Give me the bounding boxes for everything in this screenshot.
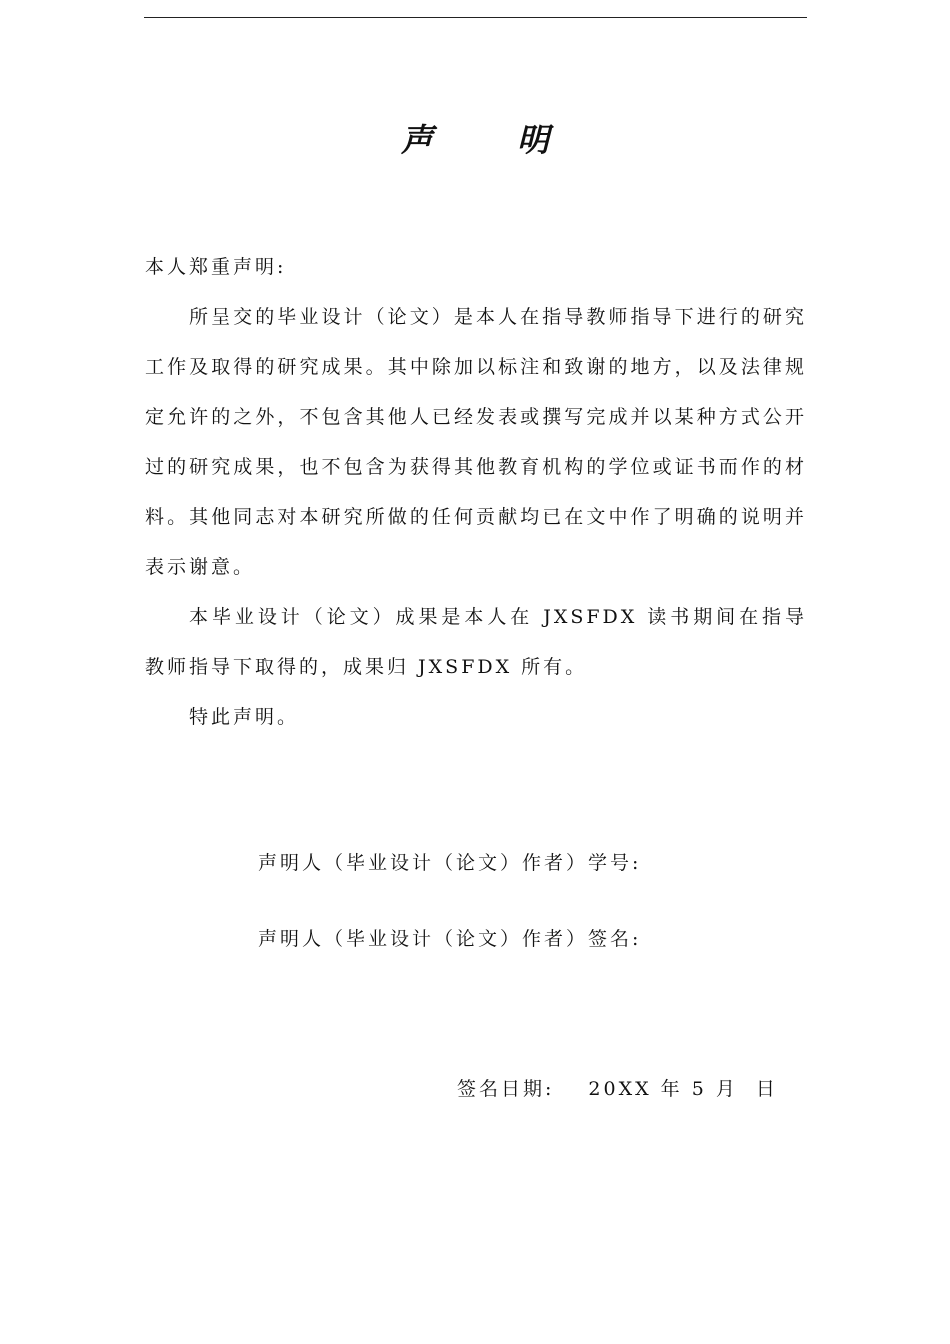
date-value: 20XX 年 5 月 日 <box>588 1078 778 1100</box>
date-label: 签名日期: <box>457 1078 555 1100</box>
paragraph-ownership: 本毕业设计（论文）成果是本人在 JXSFDX 读书期间在指导教师指导下取得的，成果归 JXSFDX 所有。 <box>145 606 807 678</box>
page-title: 声明 <box>400 121 633 159</box>
paragraph-closing: 特此声明。 <box>189 706 300 728</box>
signature-label: 声明人（毕业设计（论文）作者）签名: <box>258 928 642 950</box>
paragraph-originality: 所呈交的毕业设计（论文）是本人在指导教师指导下进行的研究工作及取得的研究成果。其中除加以标注和致谢的地方，以及法律规定允许的之外，不包含其他人已经发表或撰写完成并以某种方式公开过的研究成果，也不包含为获得其他教育机构的学位或证书而作的材料。其他同志对本研究所做的任何贡献均已在文中作了明确的说明并表示谢意。 <box>145 306 807 578</box>
declaration-body <box>145 292 807 742</box>
header-rule <box>144 17 807 18</box>
student-number-label: 声明人（毕业设计（论文）作者）学号: <box>258 852 642 874</box>
opening-statement: 本人郑重声明: <box>145 256 287 278</box>
signature-date <box>457 1075 778 1103</box>
